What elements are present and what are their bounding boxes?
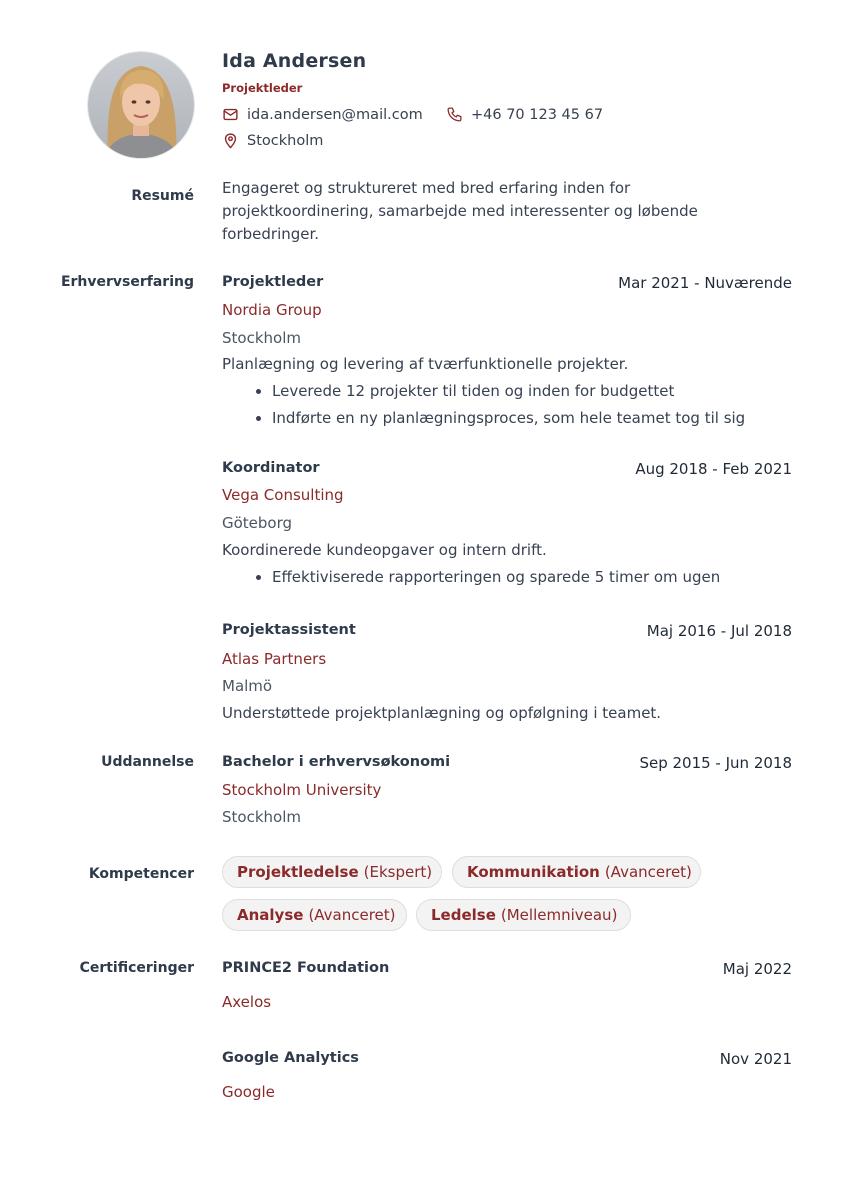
skill-chip bbox=[416, 899, 631, 931]
job-dates: Maj 2016 - Jul 2018 bbox=[646, 622, 792, 640]
certification-issuer: Google bbox=[222, 1083, 275, 1101]
school-location: Stockholm bbox=[222, 808, 301, 826]
school-name: Stockholm University bbox=[222, 781, 382, 799]
job-location: Malmö bbox=[222, 677, 273, 695]
section-label-certifications: Certificeringer bbox=[79, 960, 194, 976]
job-title: Koordinator bbox=[222, 460, 320, 476]
location-contact bbox=[222, 132, 323, 149]
job-description: Planlægning og levering af tværfunktionelle projekter. bbox=[222, 355, 629, 373]
job-bullets bbox=[222, 564, 720, 591]
profile-photo bbox=[88, 52, 194, 158]
phone-text: +46 70 123 45 67 bbox=[471, 106, 604, 123]
section-label-education: Uddannelse bbox=[101, 754, 194, 770]
email-contact[interactable] bbox=[222, 106, 423, 123]
section-label-summary: Resumé bbox=[131, 188, 194, 204]
skill-name: Kommunikation bbox=[467, 863, 600, 881]
certification-date: Nov 2021 bbox=[719, 1050, 792, 1068]
skill-name: Ledelse bbox=[431, 906, 496, 924]
list-item: • Leverede 12 projekter til tiden og inden for budgettet bbox=[272, 378, 745, 405]
summary-text: Engageret og struktureret med bred erfaring inden for projektkoordinering, samarbejde med interessenter og løbende forbedringer. bbox=[222, 179, 698, 243]
job-location: Göteborg bbox=[222, 514, 293, 532]
education-dates: Sep 2015 - Jun 2018 bbox=[639, 754, 792, 772]
job-bullets bbox=[222, 378, 745, 432]
job-company: Vega Consulting bbox=[222, 486, 344, 504]
section-label-experience: Erhvervserfaring bbox=[60, 274, 194, 290]
degree-title: Bachelor i erhvervsøkonomi bbox=[222, 754, 451, 770]
skill-level: (Avanceret) bbox=[604, 863, 692, 881]
certification-name: Google Analytics bbox=[222, 1050, 359, 1066]
skill-level: (Avanceret) bbox=[308, 906, 396, 924]
avatar bbox=[88, 52, 194, 158]
job-company: Atlas Partners bbox=[222, 650, 327, 668]
map-pin-icon bbox=[222, 132, 239, 149]
mail-icon bbox=[222, 106, 239, 123]
section-label-skills: Kompetencer bbox=[88, 866, 194, 882]
skill-name: Analyse bbox=[237, 906, 304, 924]
skill-name: Projektledelse bbox=[237, 863, 359, 881]
job-description: Understøttede projektplanlægning og opfølgning i teamet. bbox=[222, 704, 662, 722]
certification-date: Maj 2022 bbox=[722, 960, 792, 978]
job-dates: Aug 2018 - Feb 2021 bbox=[635, 460, 792, 478]
job-dates: Mar 2021 - Nuværende bbox=[618, 274, 792, 292]
skill-chip bbox=[222, 899, 407, 931]
phone-icon bbox=[446, 106, 463, 123]
skill-chip bbox=[452, 856, 701, 888]
location-text: Stockholm bbox=[247, 132, 324, 149]
job-company: Nordia Group bbox=[222, 301, 322, 319]
job-location: Stockholm bbox=[222, 329, 301, 347]
certification-issuer: Axelos bbox=[222, 993, 272, 1011]
job-role: Projektleder bbox=[222, 81, 303, 95]
skill-level: (Mellemniveau) bbox=[500, 906, 618, 924]
skill-chip bbox=[222, 856, 442, 888]
list-item: • Indførte en ny planlægningsproces, som hele teamet tog til sig bbox=[272, 405, 745, 432]
certification-name: PRINCE2 Foundation bbox=[222, 960, 390, 976]
job-title: Projektleder bbox=[222, 274, 324, 290]
person-name: Ida Andersen bbox=[222, 50, 367, 72]
phone-contact[interactable] bbox=[446, 106, 603, 123]
skill-level: (Ekspert) bbox=[363, 863, 433, 881]
job-description: Koordinerede kundeopgaver og intern drift. bbox=[222, 541, 547, 559]
list-item: • Effektiviserede rapporteringen og sparede 5 timer om ugen bbox=[272, 564, 720, 591]
job-title: Projektassistent bbox=[222, 622, 356, 638]
email-text: ida.andersen@mail.com bbox=[247, 106, 423, 123]
